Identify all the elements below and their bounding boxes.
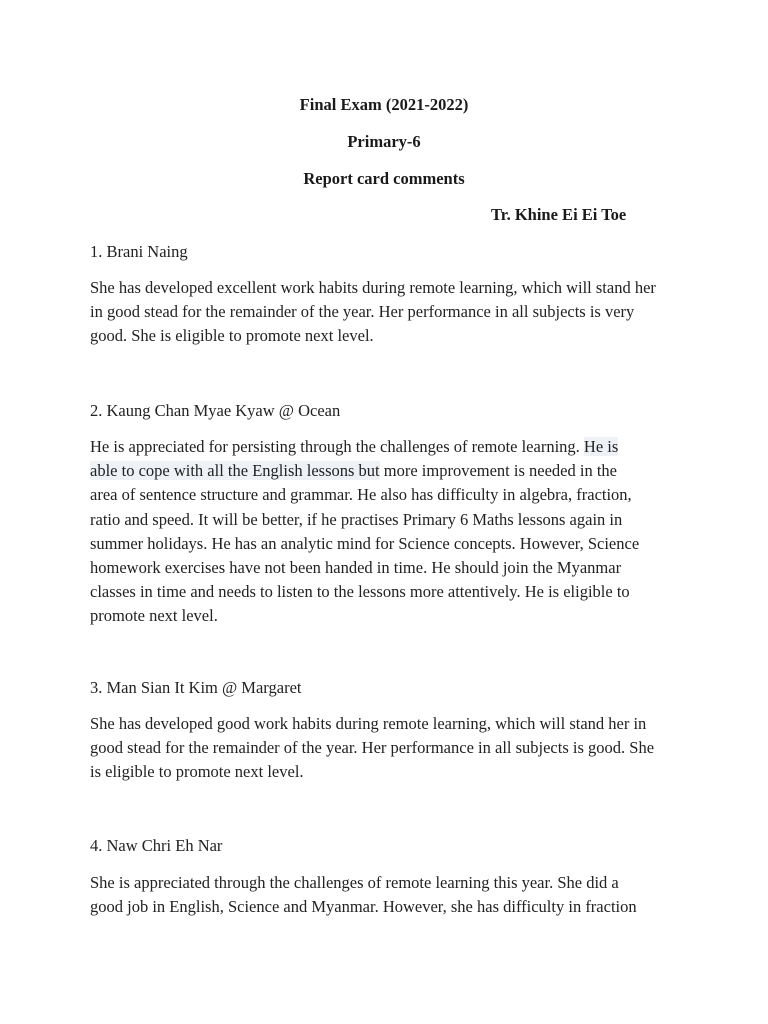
comment-line: homework exercises have not been handed in time. He should join the Myanmar: [90, 558, 622, 578]
comment-line: area of sentence structure and grammar. He also has difficulty in algebra, fraction,: [90, 485, 632, 505]
student-comment: [90, 712, 682, 785]
student-heading: 2. Kaung Chan Myae Kyaw @ Ocean: [90, 401, 341, 420]
teacher-name: Tr. Khine Ei Ei Toe: [491, 205, 627, 224]
comment-line: She has developed excellent work habits during remote learning, which will stand her: [90, 278, 656, 297]
comment-line: ratio and speed. It will be better, if he practises Primary 6 Maths lessons again in: [90, 509, 623, 529]
comment-text: more improvement is needed in the: [379, 461, 617, 481]
document-subtitle: Report card comments: [303, 169, 465, 188]
student-comment: [90, 276, 682, 349]
highlighted-text: able to cope with all the English lessons but: [90, 461, 380, 481]
comment-line: She is appreciated through the challenges of remote learning this year. She did a: [90, 873, 619, 892]
comment-line: good. She is eligible to promote next level.: [90, 326, 374, 346]
student-comment: [90, 435, 682, 629]
comment-line: She has developed good work habits during remote learning, which will stand her in: [90, 714, 647, 733]
student-comment: [90, 871, 682, 919]
comment-line: good job in English, Science and Myanmar. However, she has difficulty in fraction: [90, 897, 637, 917]
highlighted-text: He is: [583, 437, 619, 456]
comment-line: summer holidays. He has an analytic mind for Science concepts. However, Science: [90, 533, 640, 553]
student-heading: 3. Man Sian It Kim @ Margaret: [90, 678, 302, 697]
document-title: Final Exam (2021-2022): [299, 95, 469, 114]
comment-line: classes in time and needs to listen to the lessons more attentively. He is eligible to: [90, 582, 630, 602]
comment-line: in good stead for the remainder of the year. Her performance in all subjects is very: [90, 302, 635, 322]
comment-line: [90, 435, 682, 459]
comment-line: promote next level.: [90, 606, 218, 626]
class-name: Primary-6: [347, 132, 421, 151]
comment-line: is eligible to promote next level.: [90, 762, 304, 782]
comment-line: [90, 459, 682, 483]
student-heading: 4. Naw Chri Eh Nar: [90, 836, 223, 855]
comment-line: good stead for the remainder of the year. Her performance in all subjects is good. She: [90, 738, 655, 758]
student-heading: 1. Brani Naing: [90, 242, 188, 261]
comment-text: He is appreciated for persisting through the challenges of remote learning.: [90, 437, 584, 456]
